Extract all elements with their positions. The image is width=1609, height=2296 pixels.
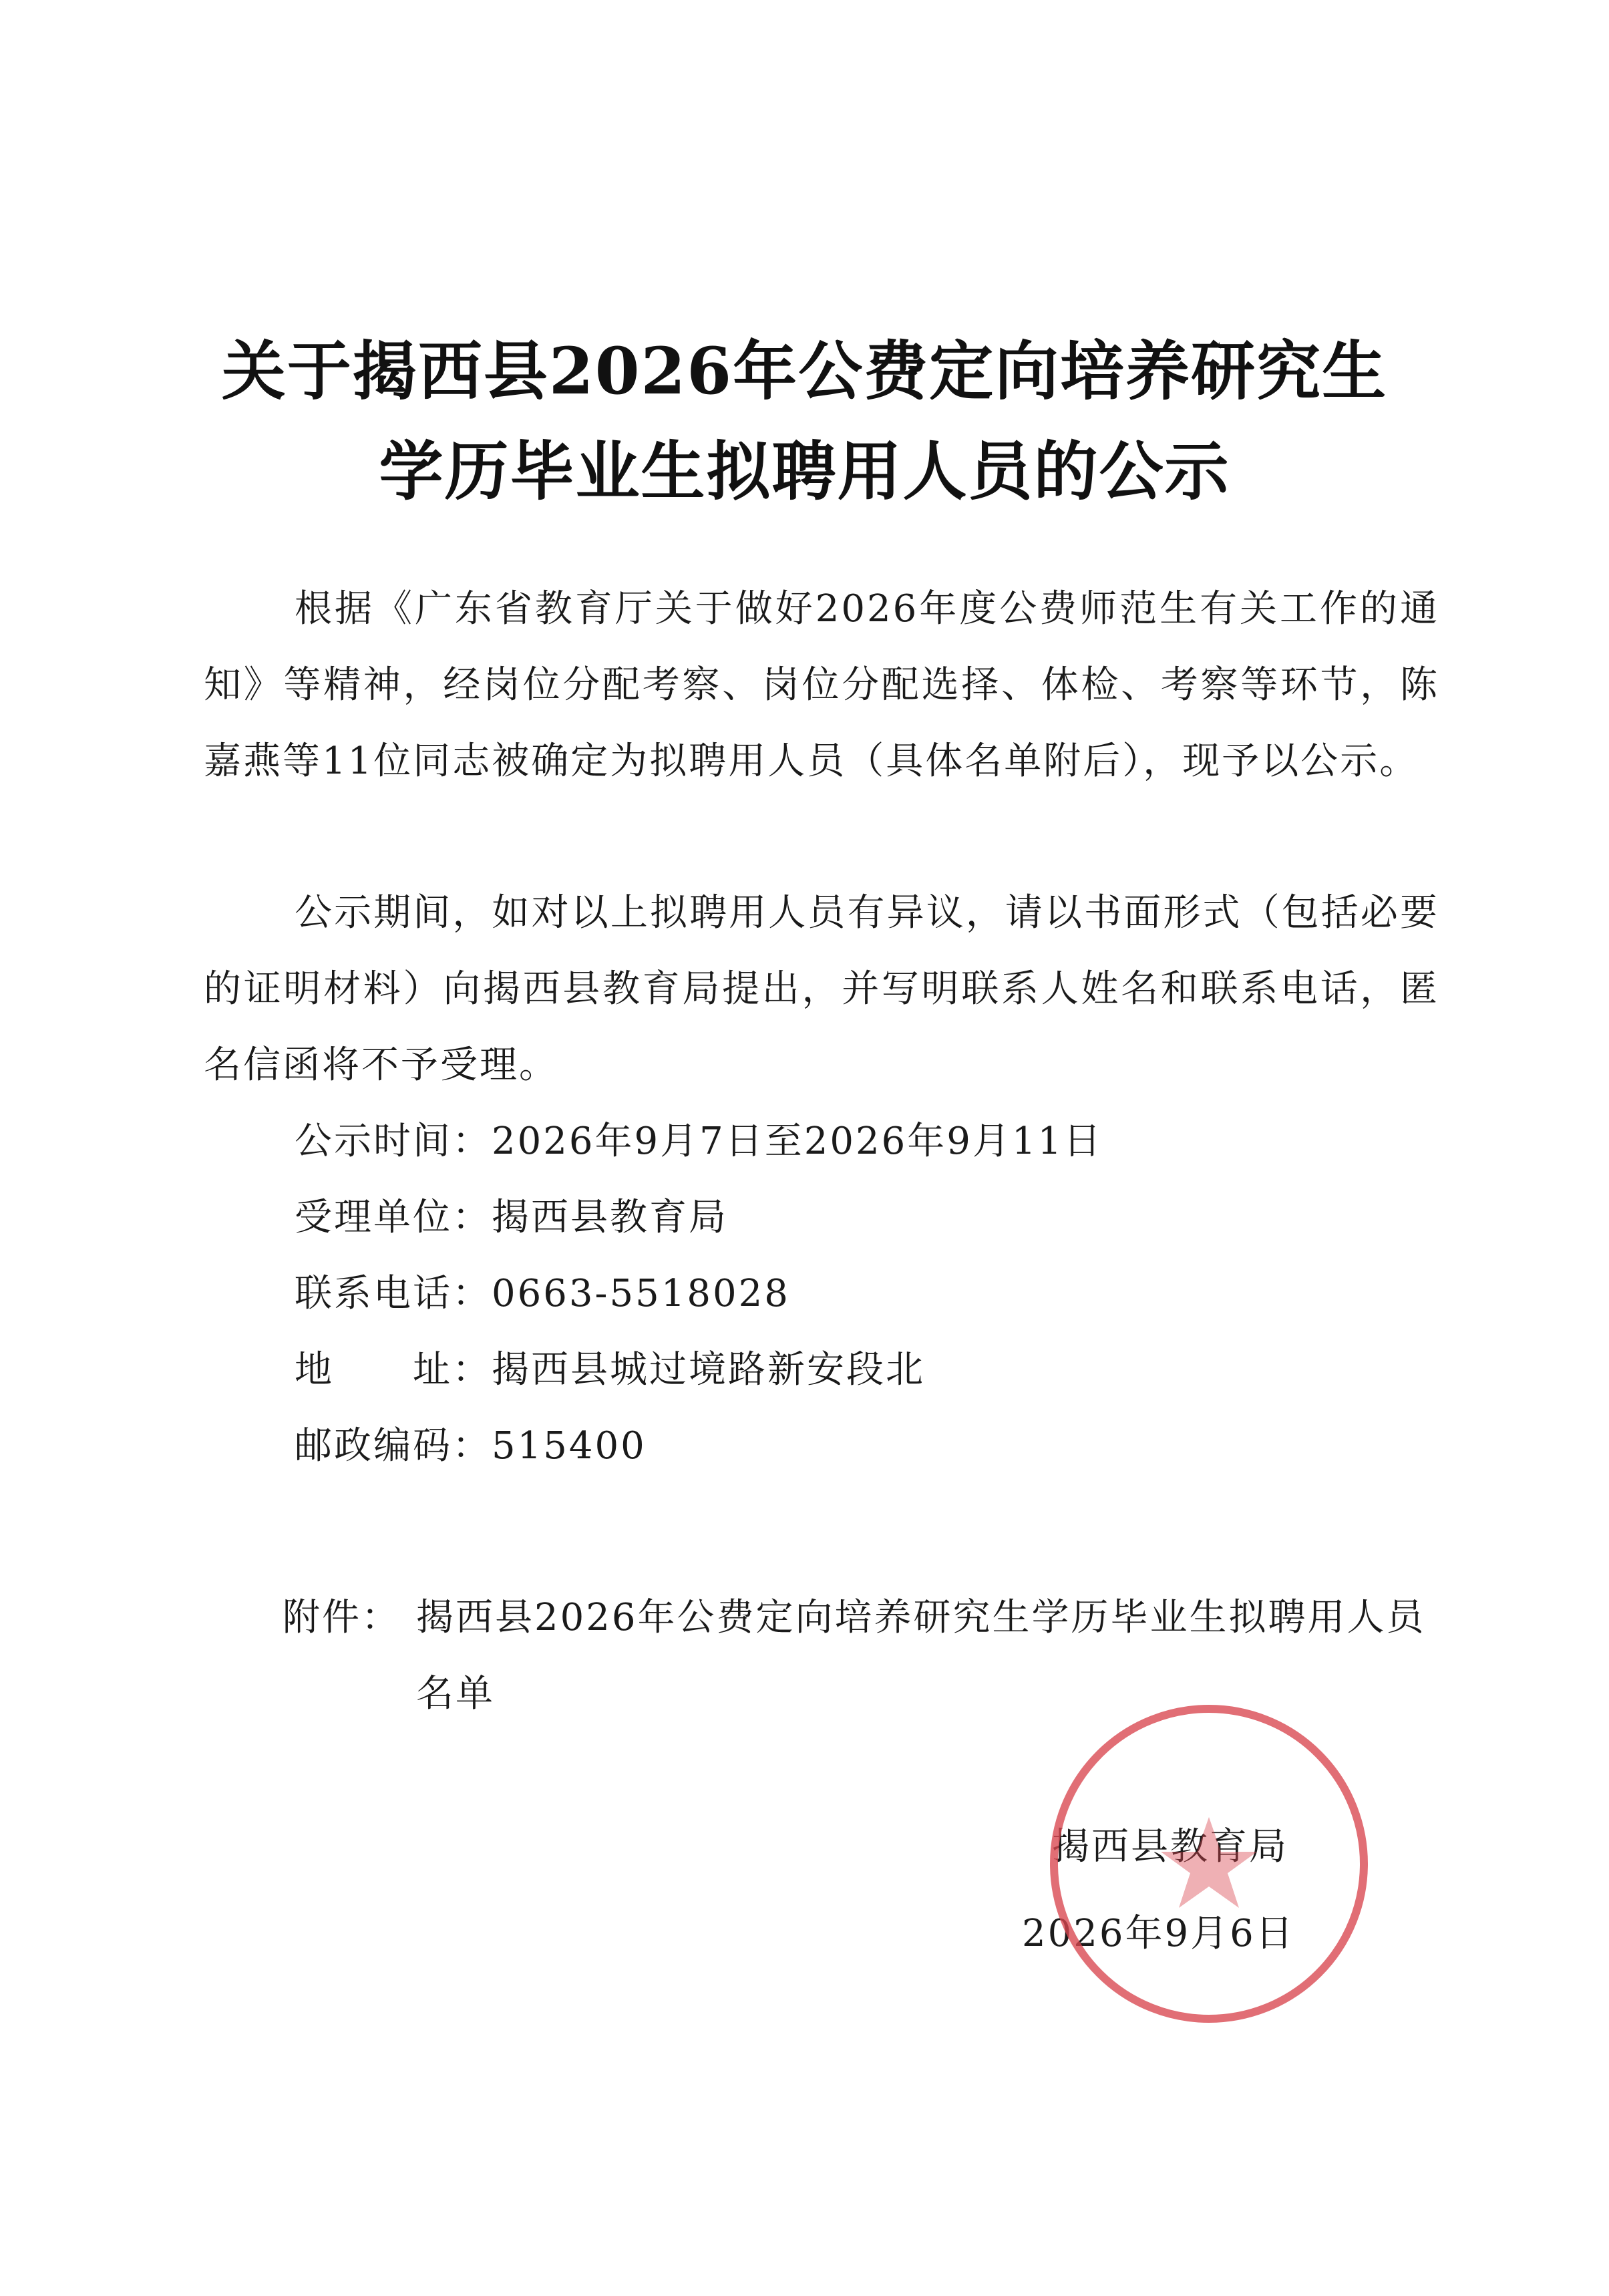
address: 地 址：揭西县城过境路新安段北 <box>295 1348 925 1391</box>
contact-info-block <box>295 1104 1430 1484</box>
announcement-period: 公示时间：2026年9月7日至2026年9月11日 <box>295 1120 1103 1163</box>
postal-code: 邮政编码：515400 <box>295 1424 647 1468</box>
body-paragraph-1: 根据《广东省教育厅关于做好2026年度公费师范生有关工作的通知》等精神，经岗位分配考察、岗位分配选择、体检、考察等环节，陈嘉燕等11位同志被确定为拟聘用人员（具体名单附后），现予以公示。 <box>204 587 1439 783</box>
receiving-unit: 受理单位：揭西县教育局 <box>295 1196 728 1239</box>
signing-organization: 揭西县教育局 <box>1052 1825 1288 1868</box>
attachment-text: 揭西县2026年公费定向培养研究生学历毕业生拟聘用人员名单 <box>416 1596 1426 1715</box>
body-paragraph-2: 公示期间，如对以上拟聘用人员有异议，请以书面形式（包括必要的证明材料）向揭西县教育局提出，并写明联系人姓名和联系电话，匿名信函将不予受理。 <box>204 891 1439 1087</box>
document-title-line-2: 学历毕业生拟聘用人员的公示 <box>379 434 1230 509</box>
contact-phone: 联系电话：0663-5518028 <box>295 1272 790 1315</box>
attachment-label: 附件： <box>283 1596 401 1639</box>
signing-date: 2026年9月6日 <box>1022 1912 1295 1955</box>
document-title-line-1: 关于揭西县2026年公费定向培养研究生 <box>221 333 1388 409</box>
official-seal-stamp <box>1042 1697 1376 2031</box>
